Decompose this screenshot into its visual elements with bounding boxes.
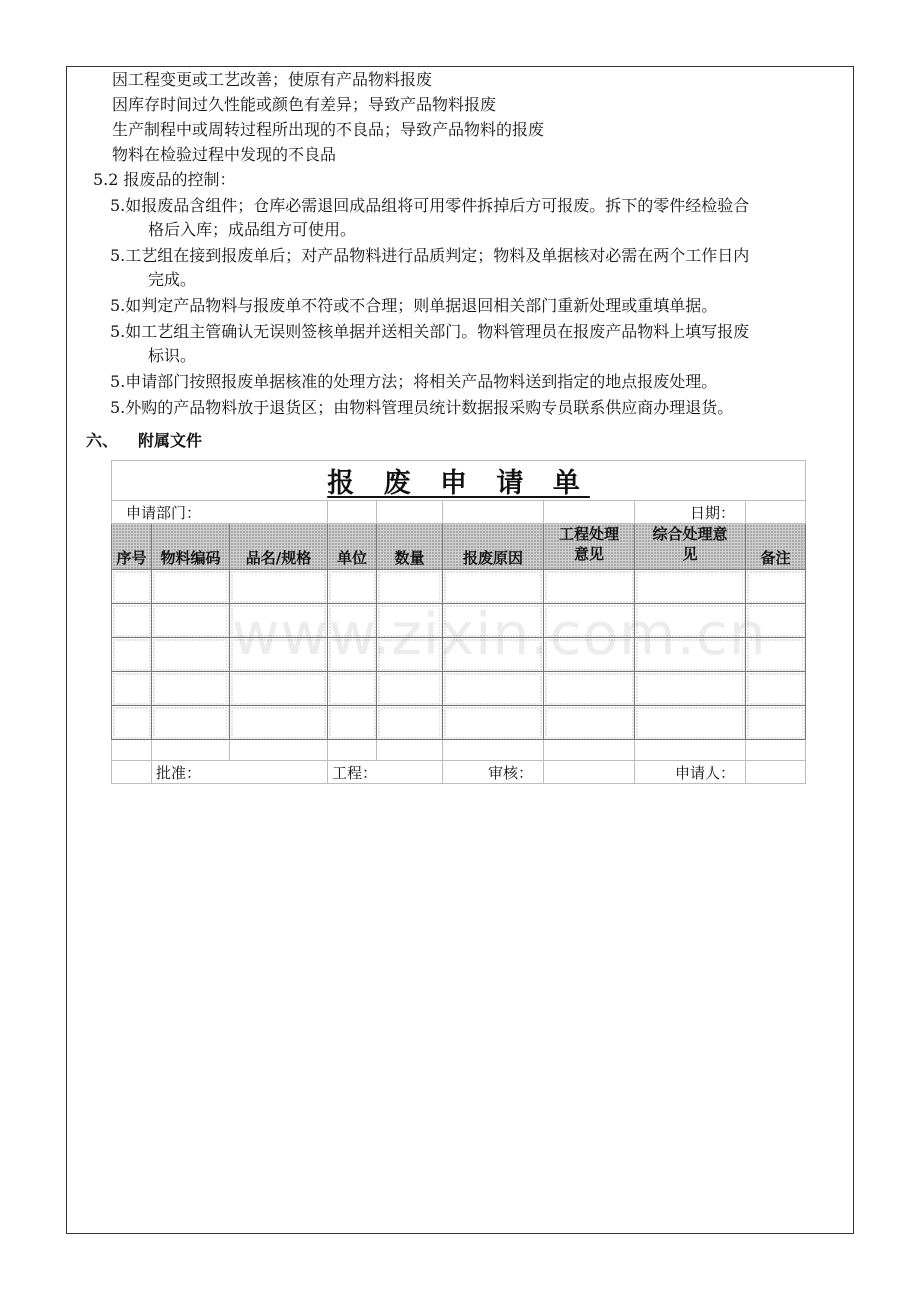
col-header-material-code: 物料编码	[152, 524, 230, 570]
item-text: 如报废品含组件；仓库必需退回成品组将可用零件拆掉后方可报废。拆下的零件经检验合	[125, 196, 750, 215]
col-header-quantity: 数量	[377, 524, 443, 570]
table-cell[interactable]	[152, 604, 230, 638]
list-item	[110, 372, 717, 392]
item-number: 5.	[110, 296, 126, 315]
table-cell[interactable]	[635, 604, 746, 638]
table-row	[112, 706, 806, 740]
review-field[interactable]	[544, 761, 635, 784]
table-cell[interactable]	[377, 604, 443, 638]
approve-label: 批准：	[156, 763, 202, 782]
table-cell[interactable]	[746, 570, 806, 604]
table-cell[interactable]	[230, 570, 328, 604]
reason-line-2: 因库存时间过久性能或颜色有差异；导致产品物料报废	[112, 95, 497, 114]
item-continuation: 完成。	[148, 270, 197, 289]
item-number: 5.	[110, 246, 126, 265]
item-number: 5.	[110, 322, 126, 341]
list-item	[110, 398, 733, 418]
item-text: 申请部门按照报废单据核准的处理方法；将相关产品物料送到指定的地点报废处理。	[125, 372, 718, 391]
table-cell[interactable]	[328, 570, 377, 604]
dept-label: 申请部门：	[126, 503, 202, 522]
table-cell[interactable]	[443, 706, 544, 740]
table-cell[interactable]	[377, 570, 443, 604]
table-cell[interactable]	[230, 706, 328, 740]
review-label: 审核：	[487, 763, 533, 782]
scrap-application-form	[111, 460, 806, 784]
table-cell[interactable]	[328, 706, 377, 740]
table-cell[interactable]	[112, 706, 152, 740]
table-row	[112, 672, 806, 706]
table-cell[interactable]	[112, 570, 152, 604]
form-title: 报 废 申 请 单	[327, 468, 590, 499]
reason-line-4: 物料在检验过程中发现的不良品	[112, 145, 337, 164]
table-cell[interactable]	[544, 706, 635, 740]
item-text: 如判定产品物料与报废单不符或不合理；则单据退回相关部门重新处理或重填单据。	[125, 296, 718, 315]
dept-field-3[interactable]	[443, 501, 544, 524]
table-cell[interactable]	[746, 604, 806, 638]
table-cell[interactable]	[230, 672, 328, 706]
table-cell[interactable]	[746, 706, 806, 740]
table-cell[interactable]	[544, 672, 635, 706]
table-row	[112, 740, 806, 761]
table-cell[interactable]	[377, 706, 443, 740]
date-field[interactable]	[746, 501, 806, 524]
item-text: 工艺组在接到报废单后；对产品物料进行品质判定；物料及单据核对必需在两个工作日内	[125, 246, 750, 265]
list-item	[110, 322, 749, 342]
table-cell[interactable]	[152, 706, 230, 740]
table-cell[interactable]	[377, 638, 443, 672]
item-text: 如工艺组主管确认无误则签核单据并送相关部门。物料管理员在报废产品物料上填写报废	[125, 322, 750, 341]
col-header-no: 序号	[112, 524, 152, 570]
list-item	[110, 196, 749, 216]
col-header-reason: 报废原因	[443, 524, 544, 570]
table-cell[interactable]	[443, 638, 544, 672]
table-row	[112, 570, 806, 604]
applicant-label: 申请人：	[674, 763, 735, 782]
table-cell[interactable]	[230, 604, 328, 638]
table-cell[interactable]	[152, 570, 230, 604]
table-cell[interactable]	[544, 570, 635, 604]
section-6-title: 附属文件	[138, 431, 203, 450]
table-cell[interactable]	[112, 604, 152, 638]
table-cell[interactable]	[230, 638, 328, 672]
col-header-overall-opinion: 综合处理意 见	[635, 524, 746, 570]
table-cell[interactable]	[443, 570, 544, 604]
table-cell[interactable]	[328, 672, 377, 706]
col-header-engineering-opinion: 工程处理 意见	[544, 524, 635, 570]
table-cell[interactable]	[328, 604, 377, 638]
engineering-label: 工程：	[332, 763, 378, 782]
table-cell[interactable]	[443, 672, 544, 706]
table-cell[interactable]	[377, 672, 443, 706]
list-item	[110, 246, 749, 266]
item-number: 5.	[110, 372, 126, 391]
table-cell[interactable]	[112, 638, 152, 672]
table-cell[interactable]	[746, 672, 806, 706]
table-cell[interactable]	[112, 672, 152, 706]
table-cell[interactable]	[635, 672, 746, 706]
table-row	[112, 604, 806, 638]
table-row	[112, 638, 806, 672]
table-cell[interactable]	[443, 604, 544, 638]
section-5-2-heading: 5.2 报废品的控制：	[93, 170, 236, 189]
col-header-unit: 单位	[328, 524, 377, 570]
section-6-number: 六、	[86, 431, 119, 450]
dept-field-4[interactable]	[544, 501, 635, 524]
item-continuation: 格后入库；成品组方可使用。	[148, 220, 357, 239]
table-cell[interactable]	[746, 638, 806, 672]
list-item	[110, 296, 717, 316]
table-cell[interactable]	[152, 638, 230, 672]
table-cell[interactable]	[635, 706, 746, 740]
applicant-field[interactable]	[746, 761, 806, 784]
item-continuation: 标识。	[148, 346, 197, 365]
col-header-name-spec: 品名/规格	[230, 524, 328, 570]
dept-field-2[interactable]	[377, 501, 443, 524]
section-6-heading	[86, 428, 202, 451]
date-label: 日期：	[689, 503, 735, 522]
reason-line-3: 生产制程中或周转过程所出现的不良品；导致产品物料的报废	[112, 120, 545, 139]
table-cell[interactable]	[152, 672, 230, 706]
item-number: 5.	[110, 398, 126, 417]
table-cell[interactable]	[635, 638, 746, 672]
reason-line-1: 因工程变更或工艺改善；使原有产品物料报废	[112, 70, 433, 89]
signature-row	[112, 761, 806, 784]
table-cell[interactable]	[544, 604, 635, 638]
item-text: 外购的产品物料放于退货区；由物料管理员统计数据报采购专员联系供应商办理退货。	[125, 398, 734, 417]
table-cell[interactable]	[544, 638, 635, 672]
col-header-remarks: 备注	[746, 524, 806, 570]
table-cell[interactable]	[635, 570, 746, 604]
dept-field[interactable]	[328, 501, 377, 524]
table-cell[interactable]	[328, 638, 377, 672]
item-number: 5.	[110, 196, 126, 215]
